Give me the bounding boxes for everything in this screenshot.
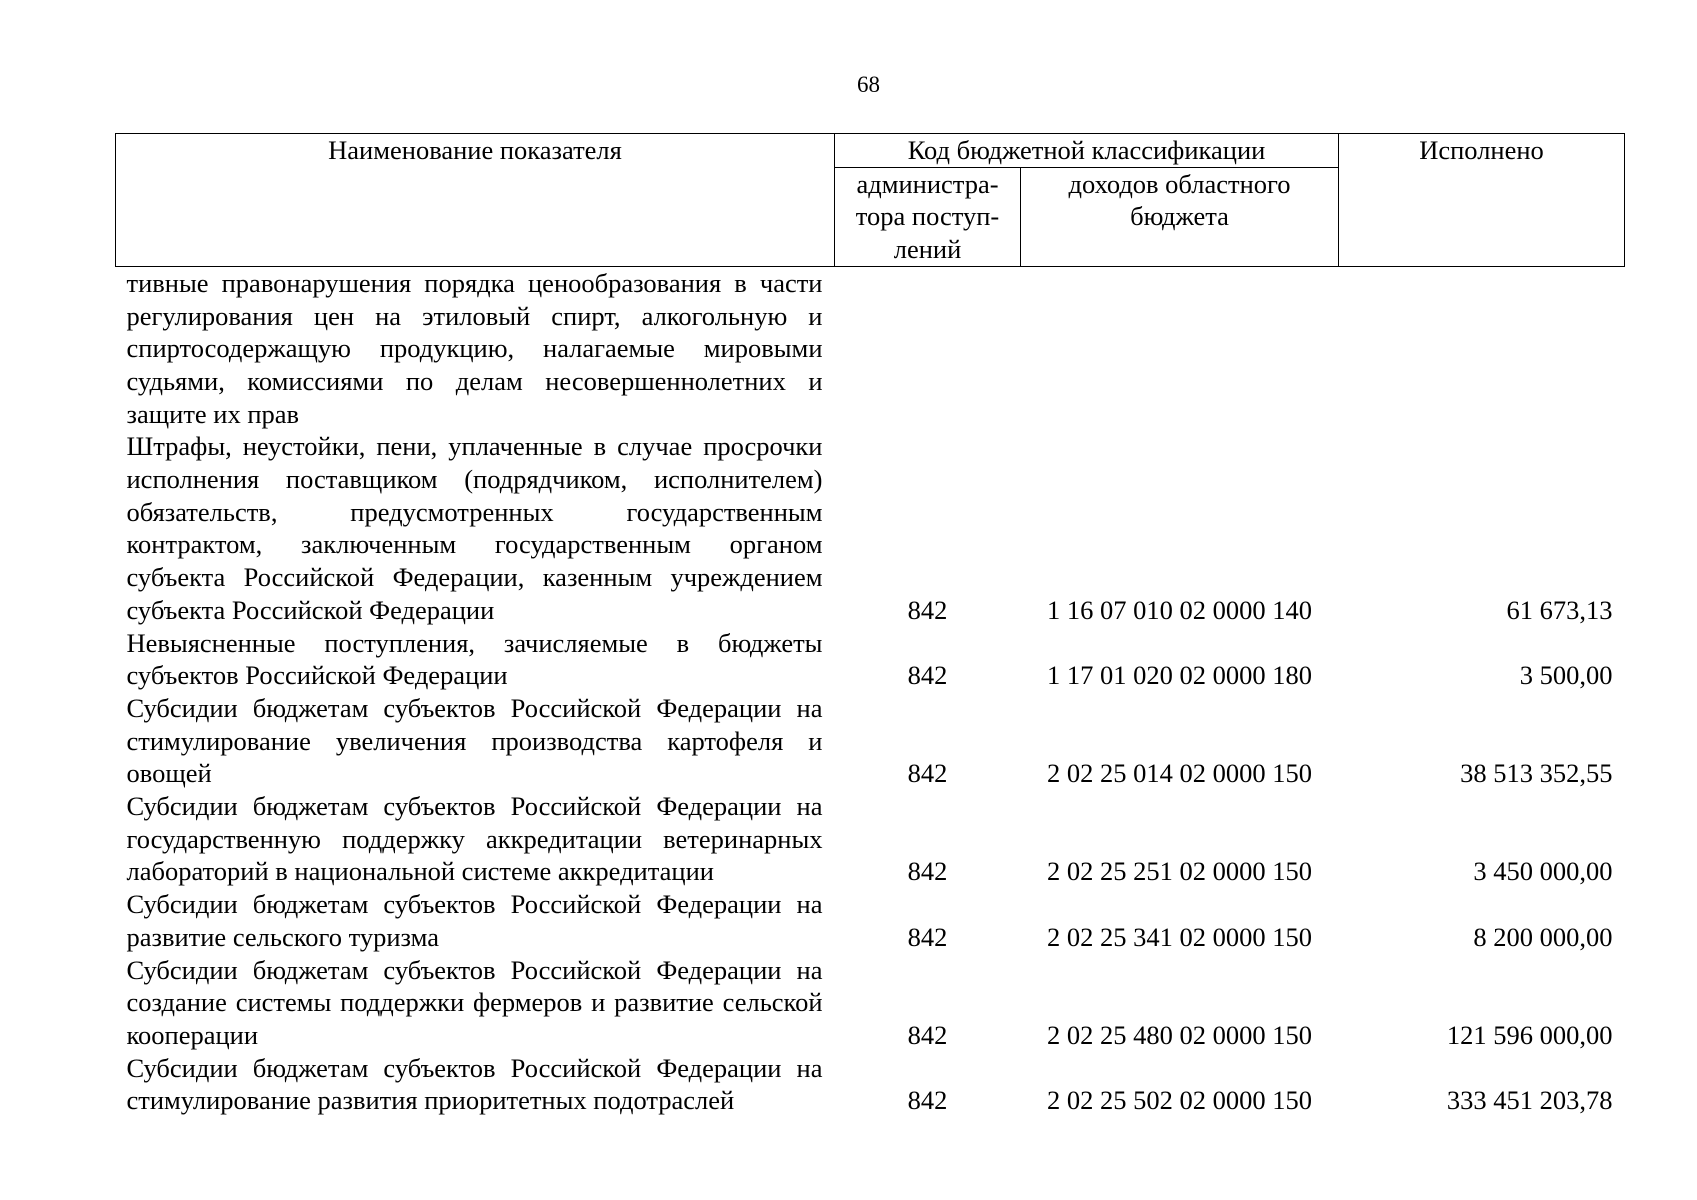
header-income-text: доходов областного бюджета: [1068, 168, 1291, 232]
row-admin: 842: [907, 1085, 948, 1116]
row-executed: 333 451 203,78: [1446, 1085, 1613, 1116]
header-admin: [835, 167, 1021, 266]
row-code: [1021, 266, 1339, 430]
row-name: Субсидии бюджетам субъектов Российской Федерации на развитие сельского туризма: [126, 889, 823, 952]
budget-table: [115, 133, 1625, 1117]
row-code: 2 02 25 251 02 0000 150: [1047, 856, 1312, 887]
row-admin: 842: [907, 1019, 948, 1050]
table-row: [116, 692, 1625, 790]
table-header: [116, 134, 1625, 267]
row-admin: [835, 266, 1021, 430]
row-code: 1 16 07 010 02 0000 140: [1047, 594, 1312, 625]
row-code: 2 02 25 014 02 0000 150: [1047, 758, 1312, 789]
row-executed: 61 673,13: [1506, 594, 1613, 625]
row-name: Субсидии бюджетам субъектов Российской Федерации на государственную поддержку аккредитации ветеринарных лабораторий в национальной системе аккредитации: [126, 791, 823, 887]
header-admin-text: администра-тора поступ-лений: [855, 168, 1000, 265]
row-admin: 842: [907, 594, 948, 625]
table-row: [116, 888, 1625, 953]
row-executed: 38 513 352,55: [1460, 758, 1613, 789]
row-executed: 8 200 000,00: [1473, 921, 1613, 952]
header-income: [1021, 167, 1339, 266]
header-code-group: Код бюджетной классификации: [835, 134, 1339, 168]
row-name: тивные правонарушения порядка ценообразования в части регулирования цен на этиловый спирт, алкогольную и спиртосодержащую продукцию, налагаемые мировыми судьями, комиссиями по делам несовершеннолетних и защите их прав: [126, 267, 823, 429]
table-row: [116, 430, 1625, 626]
row-admin: 842: [907, 660, 948, 691]
row-executed: 3 500,00: [1519, 660, 1613, 691]
table-row: [116, 954, 1625, 1052]
row-code: 2 02 25 480 02 0000 150: [1047, 1019, 1312, 1050]
row-code: 2 02 25 502 02 0000 150: [1047, 1085, 1312, 1116]
row-name: Субсидии бюджетам субъектов Российской Федерации на создание системы поддержки фермеров и развитие сельской кооперации: [126, 954, 823, 1050]
header-executed: Исполнено: [1339, 134, 1625, 267]
row-code: 2 02 25 341 02 0000 150: [1047, 921, 1312, 952]
row-executed: [1339, 266, 1625, 430]
row-admin: 842: [907, 921, 948, 952]
table-row: [116, 266, 1625, 430]
row-admin: 842: [907, 856, 948, 887]
header-name: Наименование показателя: [116, 134, 835, 267]
row-name: Субсидии бюджетам субъектов Российской Федерации на стимулирование увеличения производства картофеля и овощей: [126, 692, 823, 789]
row-name: Штрафы, неустойки, пени, уплаченные в случае просрочки исполнения поставщиком (подрядчиком, исполнителем) обязательств, предусмотренных государственным контрактом, заключенным государственным органом субъекта Российской Федерации, казенным учреждением субъекта Российской Федерации: [126, 431, 823, 625]
row-executed: 3 450 000,00: [1473, 856, 1613, 887]
row-admin: 842: [907, 758, 948, 789]
table-row: [116, 790, 1625, 888]
table-row: [116, 1052, 1625, 1117]
row-name: Невыясненные поступления, зачисляемые в бюджеты субъектов Российской Федерации: [126, 627, 823, 691]
row-code: 1 17 01 020 02 0000 180: [1047, 660, 1312, 691]
page-number: 68: [857, 72, 880, 97]
table-row: [116, 627, 1625, 692]
row-executed: 121 596 000,00: [1446, 1019, 1613, 1050]
row-name: Субсидии бюджетам субъектов Российской Федерации на стимулирование развития приоритетных подотраслей: [126, 1052, 823, 1116]
